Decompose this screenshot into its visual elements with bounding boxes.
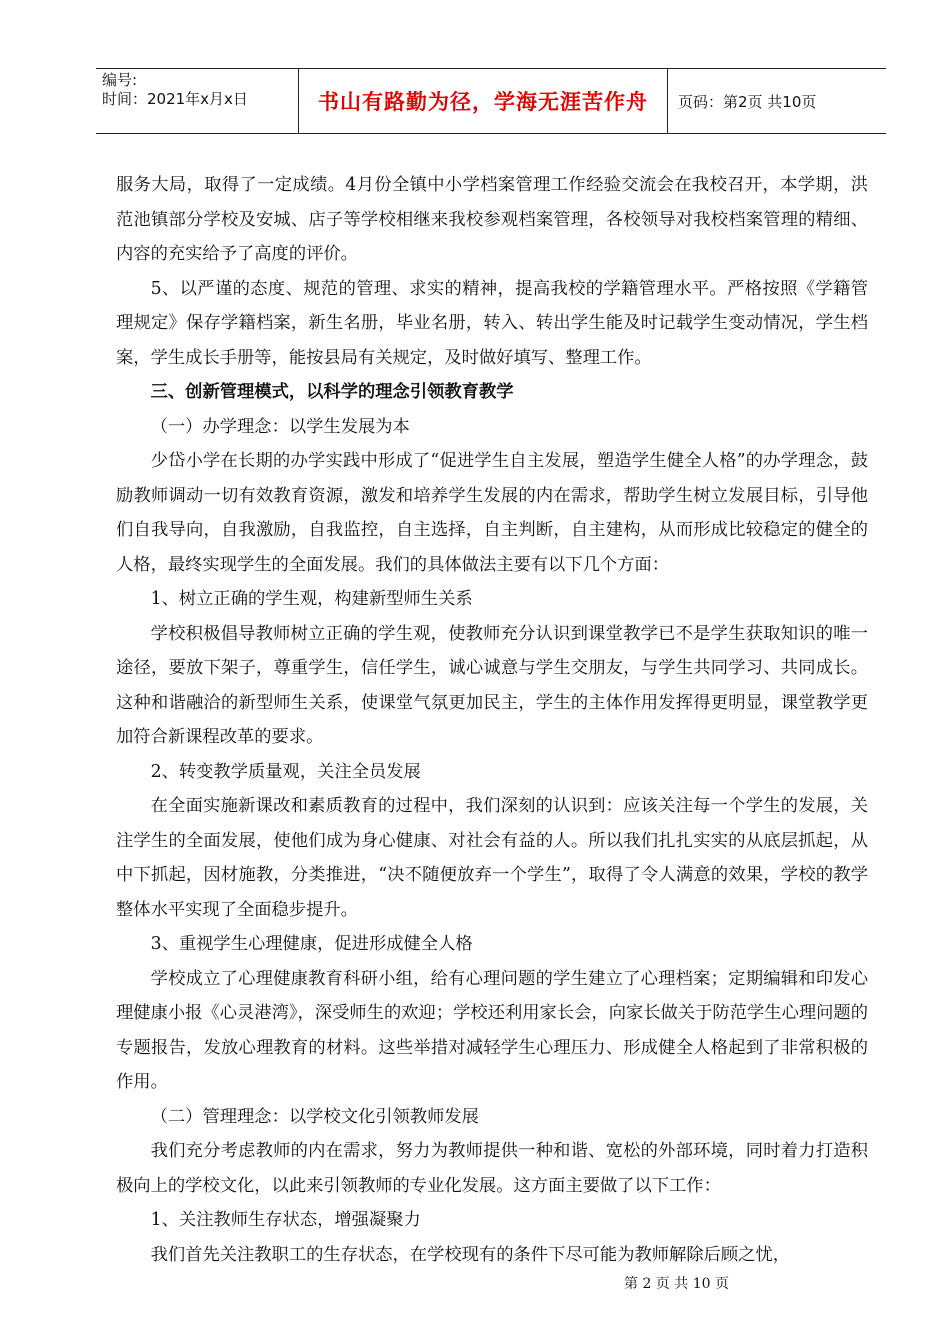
paragraph: 5、以严谨的态度、规范的管理、求实的精神，提高我校的学籍管理水平。严格按照《学籍管理规定》保存学籍档案，新生名册，毕业名册，转入、转出学生能及时记载学生变动情况，学生档案，学生成长手册等，能按县局有关规定，及时做好填写、整理工作。 [116, 278, 868, 368]
header-motto: 书山有路勤为径，学海无涯苦作舟 [298, 69, 668, 133]
page-number: 第 2 页 共 10 页 [624, 1276, 729, 1292]
paragraph: 1、关注教师生存状态，增强凝聚力 [150, 1210, 421, 1230]
document-body [116, 168, 868, 1272]
paragraph: 3、重视学生心理健康，促进形成健全人格 [150, 934, 473, 954]
paragraph: 我们充分考虑教师的内在需求，努力为教师提供一种和谐、宽松的外部环境，同时着力打造积极向上的学校文化，以此来引领教师的专业化发展。这方面主要做了以下工作： [116, 1141, 868, 1196]
header-page-info: 页码：第2页 共10页 [678, 92, 817, 111]
section-heading: 三、创新管理模式，以科学的理念引领教育教学 [150, 382, 514, 402]
paragraph: 学校积极倡导教师树立正确的学生观，使教师充分认识到课堂教学已不是学生获取知识的唯一途径，要放下架子，尊重学生，信任学生，诚心诚意与学生交朋友，与学生共同学习、共同成长。这种和谐融洽的新型师生关系，使课堂气氛更加民主，学生的主体作用发挥得更明显，课堂教学更加符合新课程改革的要求。 [116, 623, 868, 747]
serial-number-label: 编号: [102, 71, 138, 89]
paragraph: 2、转变教学质量观，关注全员发展 [150, 761, 421, 782]
paragraph: 学校成立了心理健康教育科研小组，给有心理问题的学生建立了心理档案；定期编辑和印发心理健康小报《心灵港湾》，深受师生的欢迎；学校还利用家长会，向家长做关于防范学生心理问题的专题报告，发放心理教育的材料。这些举措对减轻学生心理压力、形成健全人格起到了非常积极的作用。 [116, 968, 868, 1092]
paragraph: 1、树立正确的学生观，构建新型师生关系 [150, 589, 473, 609]
paragraph: 服务大局，取得了一定成绩。4月份全镇中小学档案管理工作经验交流会在我校召开，本学期，洪范池镇部分学校及安城、店子等学校相继来我校参观档案管理，各校领导对我校档案管理的精细、内容的充实给予了高度的评价。 [116, 175, 868, 264]
header-meta [96, 69, 298, 133]
paragraph: 在全面实施新课改和素质教育的过程中，我们深刻的认识到：应该关注每一个学生的发展，关注学生的全面发展，使他们成为身心健康、对社会有益的人。所以我们扎扎实实的从底层抓起，从中下抓起，因材施教，分类推进，“决不随便放弃一个学生”，取得了令人满意的效果，学校的教学整体水平实现了全面稳步提升。 [116, 796, 868, 920]
paragraph: （二）管理理念：以学校文化引领教师发展 [150, 1106, 479, 1127]
document-header [96, 68, 886, 134]
paragraph: 少岱小学在长期的办学实践中形成了“促进学生自主发展，塑造学生健全人格”的办学理念，鼓励教师调动一切有效教育资源，激发和培养学生发展的内在需求，帮助学生树立发展目标，引导他们自我导向，自我激励，自我监控，自主选择，自主判断，自主建构，从而形成比较稳定的健全的人格，最终实现学生的全面发展。我们的具体做法主要有以下几个方面： [116, 451, 868, 575]
paragraph: 我们首先关注教职工的生存状态，在学校现有的条件下尽可能为教师解除后顾之忧， [150, 1244, 791, 1265]
paragraph: （一）办学理念：以学生发展为本 [150, 416, 410, 437]
date-label: 时间：2021年x月x日 [102, 90, 248, 108]
